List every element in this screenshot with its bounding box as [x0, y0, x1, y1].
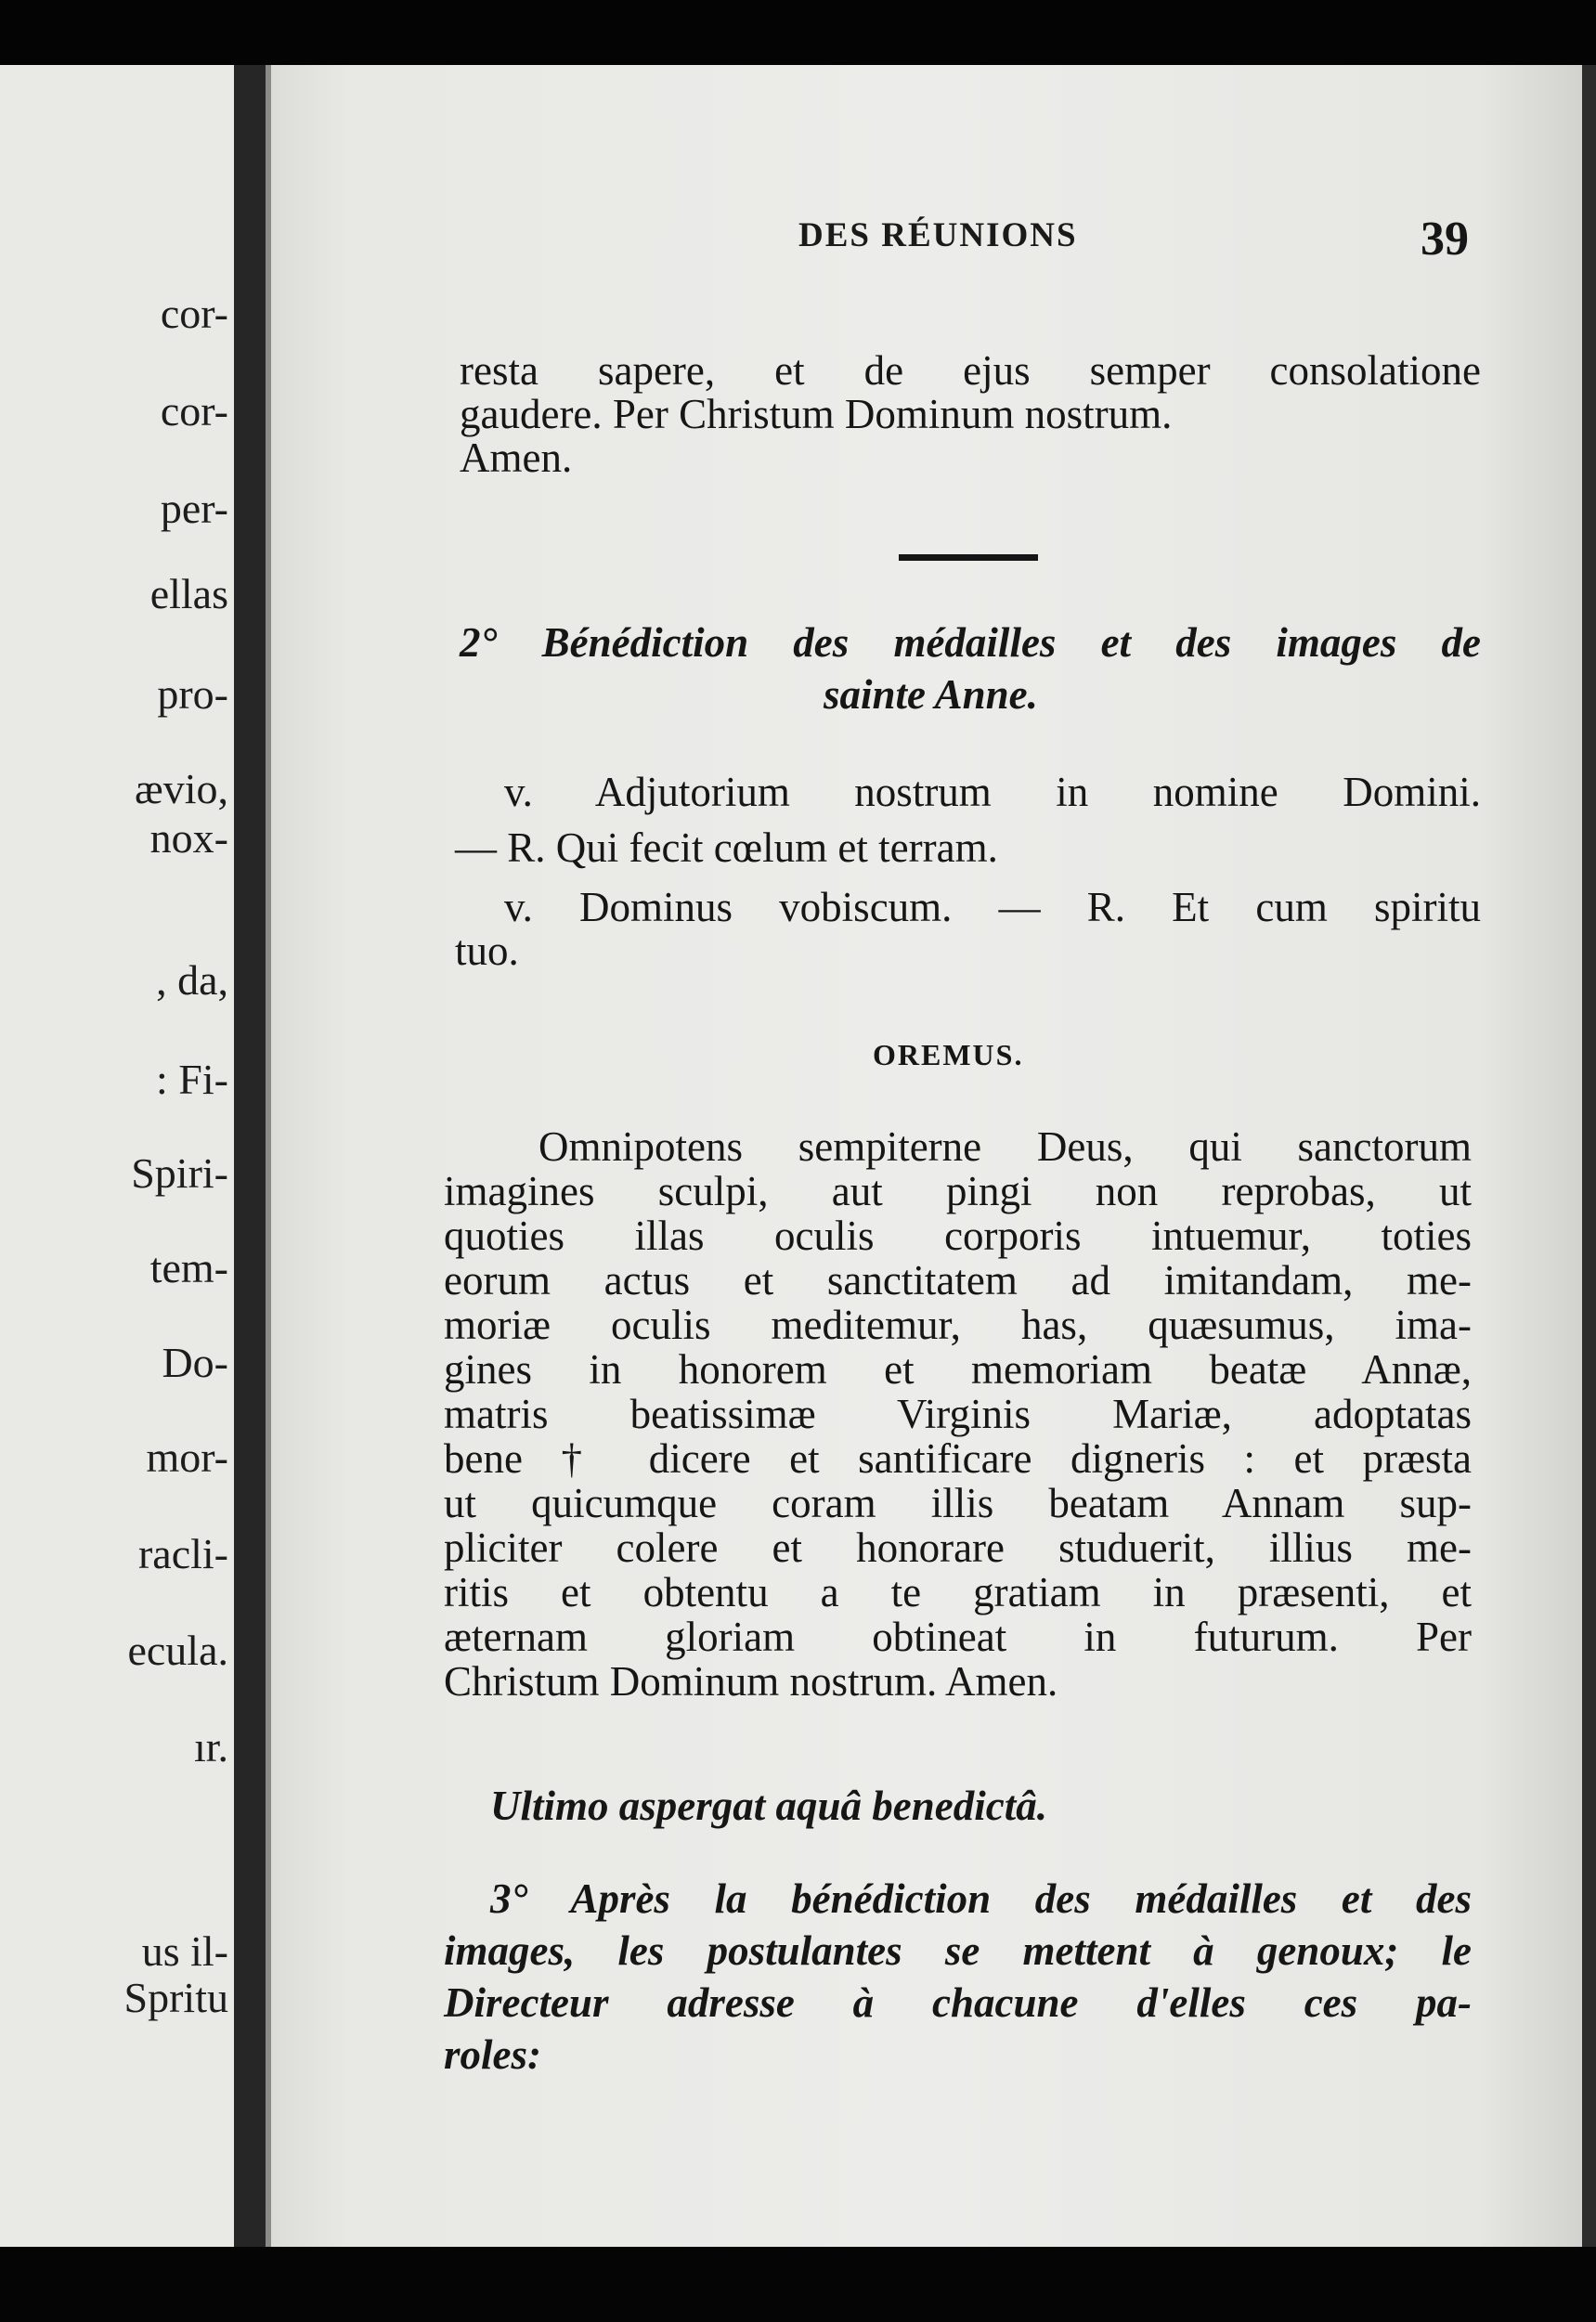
- prayer-line: eorum actus et sanctitatem ad imitandam, me-: [444, 1257, 1472, 1304]
- left-page-fragment: Spritu: [123, 1974, 228, 2021]
- opening-line-3: Amen.: [460, 435, 573, 481]
- prayer-line: æternam gloriam obtineat in futurum. Per: [444, 1614, 1472, 1660]
- left-page-fragment: ır.: [193, 1723, 228, 1771]
- versicle-2-continued: tuo.: [455, 928, 519, 974]
- section-2-title-line-2: sainte Anne.: [824, 671, 1038, 718]
- right-page-edge: [1582, 65, 1596, 2265]
- left-page-fragment: racli-: [137, 1530, 228, 1577]
- gutter-shadow: [234, 65, 266, 2247]
- section-3-line-1: 3° Après la bénédiction des médailles et des: [490, 1875, 1472, 1922]
- prayer-line: gines in honorem et memoriam beatæ Annæ,: [444, 1346, 1472, 1393]
- rubric: Ultimo aspergat aquâ benedictâ.: [490, 1783, 1047, 1829]
- left-page-fragment: mor-: [146, 1433, 228, 1481]
- left-page-fragment: cor-: [160, 387, 228, 435]
- prayer-line: Omnipotens sempiterne Deus, qui sanctorum: [538, 1123, 1472, 1170]
- prayer-line: matris beatissimæ Virginis Mariæ, adoptatas: [444, 1391, 1472, 1437]
- prayer-line: pliciter colere et honorare studuerit, illius me-: [444, 1524, 1472, 1571]
- left-page-fragment: ævio,: [135, 765, 228, 812]
- section-3-line-3: Directeur adresse à chacune d'elles ces pa-: [444, 1979, 1472, 2026]
- left-page-fragment: : Fi-: [156, 1056, 228, 1103]
- left-page-fragment: ellas: [149, 570, 228, 617]
- scan-border-bottom: [0, 2247, 1596, 2322]
- left-page-fragment: cor-: [160, 290, 228, 337]
- left-page-fragment: tem-: [149, 1244, 228, 1291]
- page-number: 39: [1421, 213, 1469, 266]
- left-page-fragment: Spiri-: [131, 1149, 228, 1197]
- section-3-line-4: roles:: [444, 2031, 541, 2078]
- section-2-title-line-1: 2° Bénédiction des médailles et des images de: [460, 619, 1481, 666]
- left-page-fragment: us il-: [141, 1927, 228, 1975]
- oremus-heading: OREMUS.: [873, 1038, 1024, 1071]
- left-page-fragment: per-: [160, 485, 228, 532]
- section-3-line-2: images, les postulantes se mettent à genoux; le: [444, 1927, 1472, 1974]
- running-head: DES RÉUNIONS: [798, 216, 1078, 254]
- prayer-line: ritis et obtentu a te gratiam in præsenti, et: [444, 1569, 1472, 1615]
- section-divider: [899, 554, 1038, 561]
- left-page-fragment: ecula.: [127, 1627, 228, 1674]
- prayer-line: ut quicumque coram illis beatam Annam sup-: [444, 1480, 1472, 1526]
- prayer-line: bene † dicere et santificare digneris : et præsta: [444, 1435, 1472, 1482]
- prayer-line: Christum Dominum nostrum. Amen.: [444, 1658, 1058, 1705]
- versicle-1: v. Adjutorium nostrum in nomine Domini.: [504, 769, 1481, 815]
- prayer-line: moriæ oculis meditemur, has, quæsumus, ima-: [444, 1302, 1472, 1348]
- left-page-fragment: pro-: [157, 670, 228, 718]
- left-page-fragment: Do-: [162, 1339, 228, 1386]
- prayer-line: imagines sculpi, aut pingi non reprobas, ut: [444, 1168, 1472, 1214]
- versicle-2: v. Dominus vobiscum. — R. Et cum spiritu: [504, 884, 1481, 930]
- opening-line-1: resta sapere, et de ejus semper consolatione: [460, 347, 1481, 394]
- response-1: — R. Qui fecit cœlum et terram.: [455, 824, 998, 871]
- left-page-fragment: , da,: [156, 956, 228, 1004]
- opening-line-2: gaudere. Per Christum Dominum nostrum.: [460, 391, 1173, 437]
- left-page-fragment: nox-: [149, 814, 228, 862]
- prayer-line: quoties illas oculis corporis intuemur, toties: [444, 1213, 1472, 1259]
